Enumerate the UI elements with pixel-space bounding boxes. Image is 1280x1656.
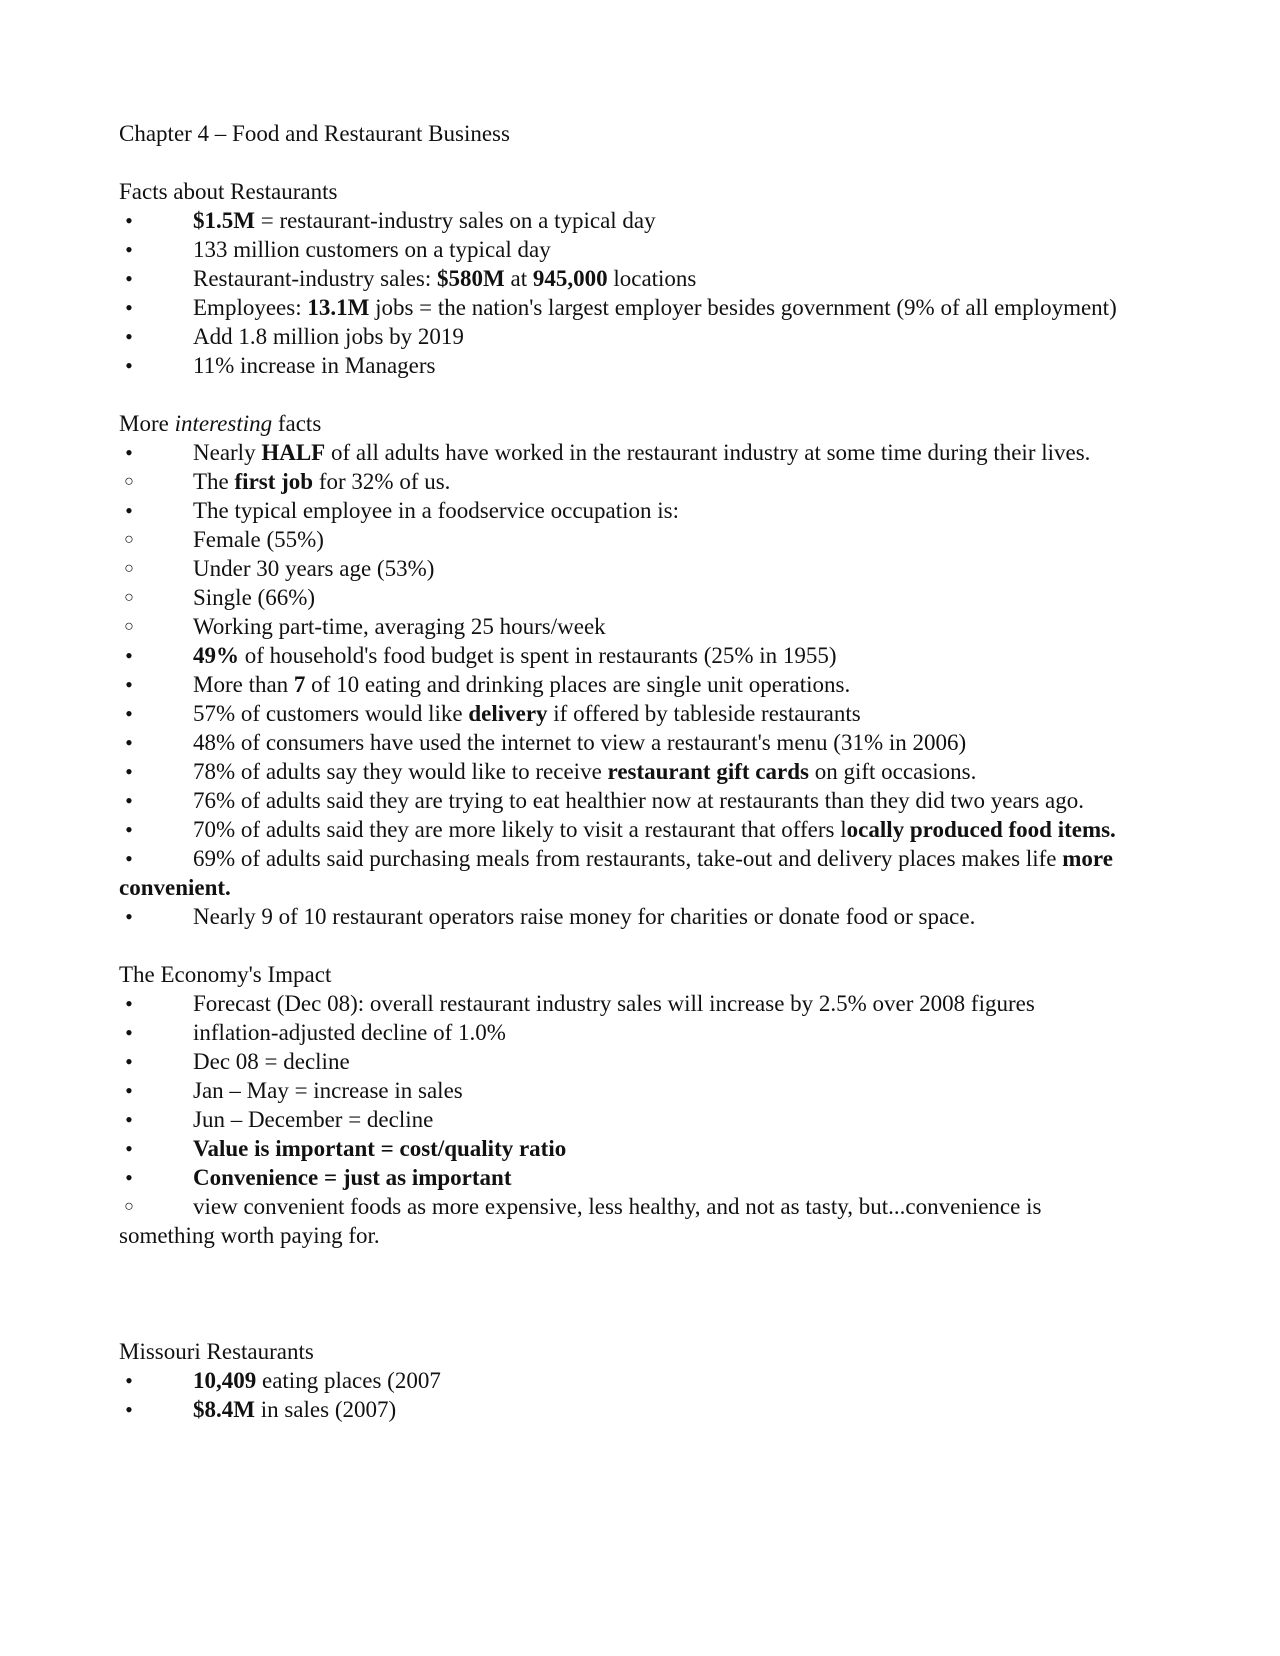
text: More than [193,672,294,697]
section-economy [119,960,1139,1250]
bold-text: 7 [293,672,306,697]
text: 48% of consumers have used the internet to view a restaurant's menu (31% in 2006) [193,730,967,755]
list-item [119,1105,1139,1134]
list-item [119,757,1139,786]
bold-text: more convenient. [119,846,1113,900]
bullet-icon: • [125,759,133,784]
bold-text: Value is important = cost/quality ratio [193,1136,567,1161]
bullet-icon: • [125,1078,133,1103]
bullet-icon: • [125,672,133,697]
missouri-list [119,1366,1139,1424]
list-item [119,815,1139,844]
document-title: Chapter 4 – Food and Restaurant Business [119,121,510,146]
bullet-icon: • [125,208,133,233]
bullet-icon: • [125,788,133,813]
spacer [119,1250,1139,1337]
list-item [119,844,1139,902]
list-item [119,670,1139,699]
text: jobs = the nation's largest employer besides government (9% of all employment) [369,295,1117,320]
bold-text: HALF [261,440,326,465]
list-item [119,1395,1139,1424]
list-item [119,989,1139,1018]
list-item [119,322,1139,351]
list-item [119,351,1139,380]
text: 76% of adults said they are trying to eat healthier now at restaurants than they did two years ago. [193,788,1084,813]
sub-list-item [119,467,1139,496]
text: 69% of adults said purchasing meals from restaurants, take-out and delivery places makes life [193,846,1063,871]
bullet-icon: • [125,295,133,320]
section-heading [119,409,1139,438]
bullet-icon: • [125,1020,133,1045]
spacer [119,148,1139,177]
bullet-icon: • [125,237,133,262]
spacer [119,380,1139,409]
list-item [119,264,1139,293]
text: The [193,469,235,494]
text: 11% increase in Managers [193,353,436,378]
bullet-icon: • [125,324,133,349]
text: of all adults have worked in the restaurant industry at some time during their lives. [325,440,1091,465]
heading-suffix: facts [272,411,322,436]
list-item [119,496,1139,525]
bold-text: $8.4M [193,1397,255,1422]
section-heading: The Economy's Impact [119,962,332,987]
sub-list-item [119,1192,1139,1250]
bullet-icon: • [125,440,133,465]
list-item [119,641,1139,670]
list-item [119,902,1139,931]
text: Employees: [193,295,308,320]
bullet-icon: • [125,1397,133,1422]
list-item [119,699,1139,728]
text: Nearly 9 of 10 restaurant operators raise money for charities or donate food or space. [193,904,976,929]
text: of household's food budget is spent in restaurants (25% in 1955) [239,643,837,668]
text: Single (66%) [193,585,316,610]
sub-bullet-icon: ○ [124,589,134,606]
spacer [119,931,1139,960]
facts-list [119,206,1139,380]
list-item [119,786,1139,815]
text: Under 30 years age (53%) [193,556,435,581]
bold-text: $580M [437,266,505,291]
list-item [119,293,1139,322]
bold-text: 945,000 [532,266,608,291]
bullet-icon: • [125,1049,133,1074]
bullet-icon: • [125,846,133,871]
text: locations [607,266,697,291]
bullet-icon: • [125,730,133,755]
section-facts [119,177,1139,380]
bullet-icon: • [125,991,133,1016]
bold-text: 10,409 [193,1368,257,1393]
text: on gift occasions. [808,759,977,784]
bold-text: $1.5M [193,208,255,233]
bold-text: 13.1M [307,295,370,320]
text: 78% of adults say they would like to receive [193,759,608,784]
text: view convenient foods as more expensive, less healthy, and not as tasty, but...convenience is something worth paying for. [119,1194,1042,1248]
list-item [119,1047,1139,1076]
text: Add 1.8 million jobs by 2019 [193,324,464,349]
text: of 10 eating and drinking places are single unit operations. [305,672,851,697]
list-item [119,1134,1139,1163]
heading-prefix: More [119,411,175,436]
bullet-icon: • [125,1136,133,1161]
bullet-icon: • [125,1107,133,1132]
sub-list-item [119,612,1139,641]
text: inflation-adjusted decline of 1.0% [193,1020,506,1045]
list-item [119,1163,1139,1192]
section-heading: Missouri Restaurants [119,1339,314,1364]
sub-bullet-icon: ○ [124,560,134,577]
text: = restaurant-industry sales on a typical day [254,208,656,233]
text: Dec 08 = decline [193,1049,350,1074]
interesting-facts-list [119,438,1139,931]
text: Working part-time, averaging 25 hours/week [193,614,606,639]
text: if offered by tableside restaurants [547,701,861,726]
document-body [119,119,1139,1424]
bold-text: delivery [468,701,548,726]
sub-bullet-icon: ○ [124,473,134,490]
list-item [119,1366,1139,1395]
economy-list [119,989,1139,1250]
text: at [504,266,533,291]
list-item [119,1076,1139,1105]
bold-text: restaurant gift cards [607,759,809,784]
heading-emphasis: interesting [174,411,273,436]
text: in sales (2007) [254,1397,397,1422]
sub-list-item [119,554,1139,583]
sub-bullet-icon: ○ [124,1198,134,1215]
text: Jun – December = decline [193,1107,434,1132]
bullet-icon: • [125,1368,133,1393]
text: 70% of adults said they are more likely to visit a restaurant that offers l [193,817,847,842]
sub-bullet-icon: ○ [124,618,134,635]
sub-list-item [119,525,1139,554]
bullet-icon: • [125,817,133,842]
bold-text: ocally produced food items. [846,817,1116,842]
text: Restaurant-industry sales: [193,266,438,291]
bullet-icon: • [125,498,133,523]
bullet-icon: • [125,904,133,929]
bold-text: Convenience = just as important [193,1165,512,1190]
text: Nearly [193,440,262,465]
bullet-icon: • [125,643,133,668]
bullet-icon: • [125,266,133,291]
bold-text: 49% [193,643,239,668]
text: The typical employee in a foodservice occupation is: [193,498,680,523]
section-interesting-facts [119,409,1139,931]
list-item [119,235,1139,264]
text: for 32% of us. [313,469,451,494]
list-item [119,728,1139,757]
bullet-icon: • [125,701,133,726]
text: Female (55%) [193,527,324,552]
text: eating places (2007 [256,1368,441,1393]
list-item [119,1018,1139,1047]
text: Jan – May = increase in sales [193,1078,463,1103]
bullet-icon: • [125,353,133,378]
text: 57% of customers would like [193,701,469,726]
list-item [119,206,1139,235]
text: Forecast (Dec 08): overall restaurant industry sales will increase by 2.5% over 2008 figures [193,991,1035,1016]
bullet-icon: • [125,1165,133,1190]
bold-text: first job [234,469,314,494]
section-missouri [119,1337,1139,1424]
sub-list-item [119,583,1139,612]
text: 133 million customers on a typical day [193,237,551,262]
sub-bullet-icon: ○ [124,531,134,548]
section-heading: Facts about Restaurants [119,179,338,204]
list-item [119,438,1139,467]
